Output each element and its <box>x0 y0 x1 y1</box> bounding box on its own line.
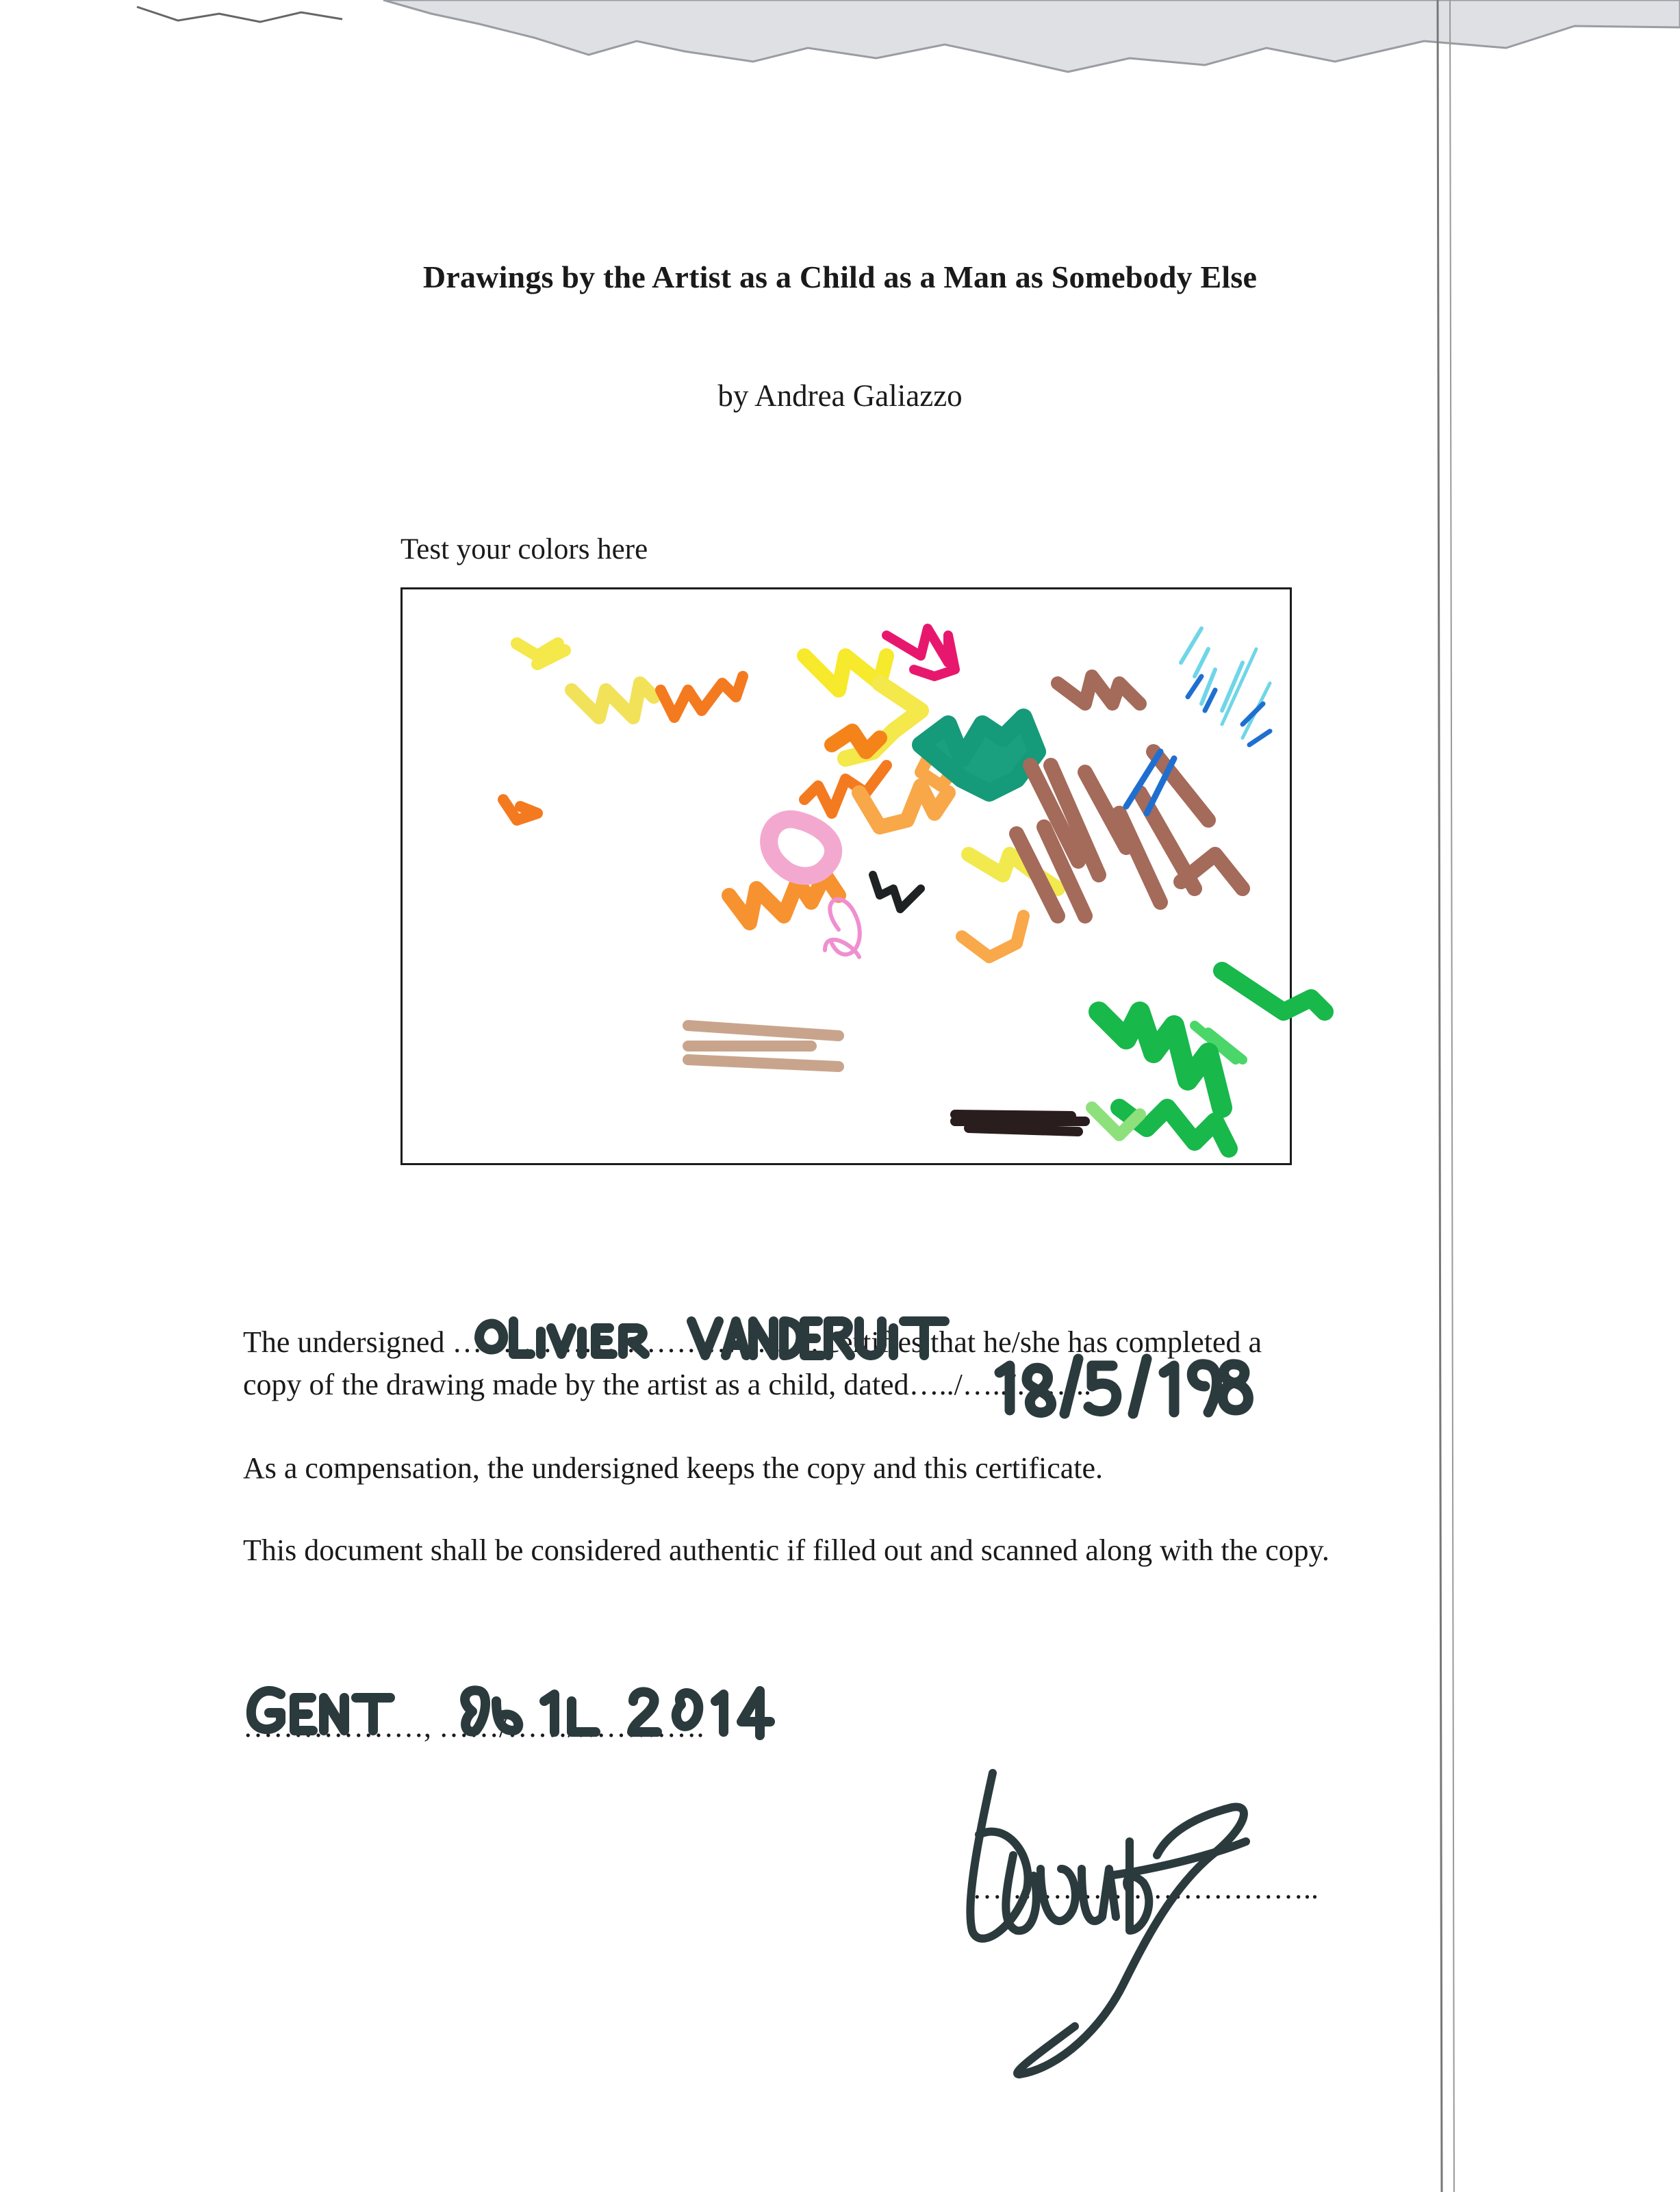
scan-edge-lines <box>1410 0 1472 2192</box>
color-scribbles <box>400 587 1359 1203</box>
cert-line2-prefix: copy of the drawing made by the artist as a child, dated <box>243 1368 909 1401</box>
handwritten-name <box>472 1301 952 1362</box>
cert-line-2 <box>243 1364 1091 1406</box>
cert-prefix: The undersigned <box>243 1325 453 1359</box>
cert-dots-b: ………………. <box>596 1325 785 1359</box>
cert-date-dots: …../…../…….. <box>908 1368 1092 1401</box>
author-byline: by Andrea Galiazzo <box>717 379 963 413</box>
document-title: Drawings by the Artist as a Child as a Man as Somebody Else <box>422 259 1258 294</box>
place-date-dots: ………………, ……/……/…………. <box>243 1710 704 1744</box>
handwritten-place-date <box>243 1670 777 1746</box>
authenticity-text: This document shall be considered authentic if filled out and scanned along with the copy. <box>243 1533 1329 1567</box>
handwritten-cert-date <box>986 1352 1273 1420</box>
test-colors-label: Test your colors here <box>400 533 648 565</box>
cert-suffix: …. certifies that he/she has completed a <box>780 1325 1262 1359</box>
cert-dots-a: …………… <box>452 1325 603 1359</box>
signature-dots: …………………………….. <box>972 1872 1319 1905</box>
handwritten-signature <box>952 1753 1294 2081</box>
compensation-text: As a compensation, the undersigned keeps the copy and this certificate. <box>243 1451 1104 1485</box>
